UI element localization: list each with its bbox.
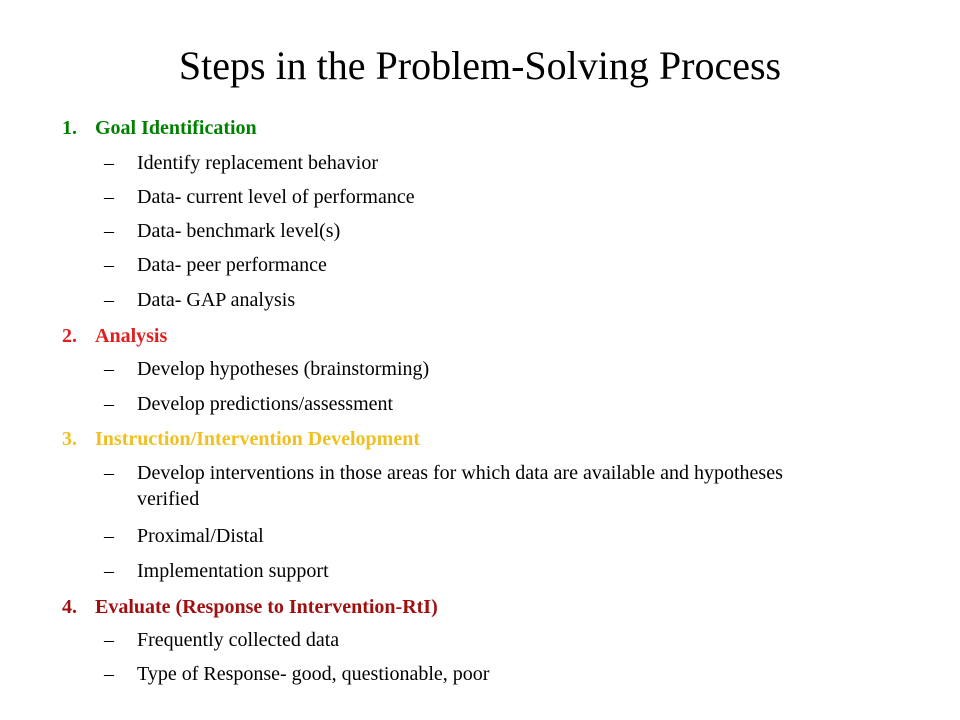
dash-bullet: – <box>104 525 114 547</box>
step-analysis <box>62 324 167 348</box>
dash-bullet: – <box>104 186 114 208</box>
list-item: – Type of Response- good, questionable, poor <box>104 663 490 685</box>
step-evaluate <box>62 595 438 619</box>
list-item: – Data- benchmark level(s) <box>104 220 341 242</box>
list-item: – Develop hypotheses (brainstorming) <box>104 358 430 380</box>
dash-bullet: – <box>104 629 114 651</box>
step-number: 3. <box>62 428 77 450</box>
dash-bullet: – <box>104 358 114 380</box>
dash-bullet: – <box>104 254 114 276</box>
list-item: – Data- peer performance <box>104 254 327 276</box>
dash-bullet: – <box>104 220 114 242</box>
step-instruction-intervention-development <box>62 427 420 451</box>
step-goal-identification <box>62 116 257 140</box>
list-item: – Proximal/Distal <box>104 525 264 547</box>
dash-bullet: – <box>104 560 114 582</box>
step-label: Goal Identification <box>95 117 257 139</box>
dash-bullet: – <box>104 289 114 311</box>
list-item: – Identify replacement behavior <box>104 152 378 174</box>
slide-title: Steps in the Problem-Solving Process <box>178 43 782 88</box>
step-label: Instruction/Intervention Development <box>95 428 420 450</box>
dash-bullet: – <box>104 462 114 484</box>
step-number: 1. <box>62 117 77 139</box>
dash-bullet: – <box>104 393 114 415</box>
list-item: – Frequently collected data <box>104 629 340 651</box>
step-number: 4. <box>62 596 77 618</box>
step-number: 2. <box>62 325 77 347</box>
list-item: – Data- GAP analysis <box>104 289 296 311</box>
list-item: – Implementation support <box>104 560 329 582</box>
list-item: – Develop interventions in those areas for which data are available and hypotheses verified <box>104 462 783 510</box>
step-label: Evaluate (Response to Intervention-RtI) <box>95 596 438 618</box>
dash-bullet: – <box>104 663 114 685</box>
list-item: – Data- current level of performance <box>104 186 415 208</box>
step-label: Analysis <box>95 325 168 347</box>
dash-bullet: – <box>104 152 114 174</box>
list-item: – Develop predictions/assessment <box>104 393 394 415</box>
